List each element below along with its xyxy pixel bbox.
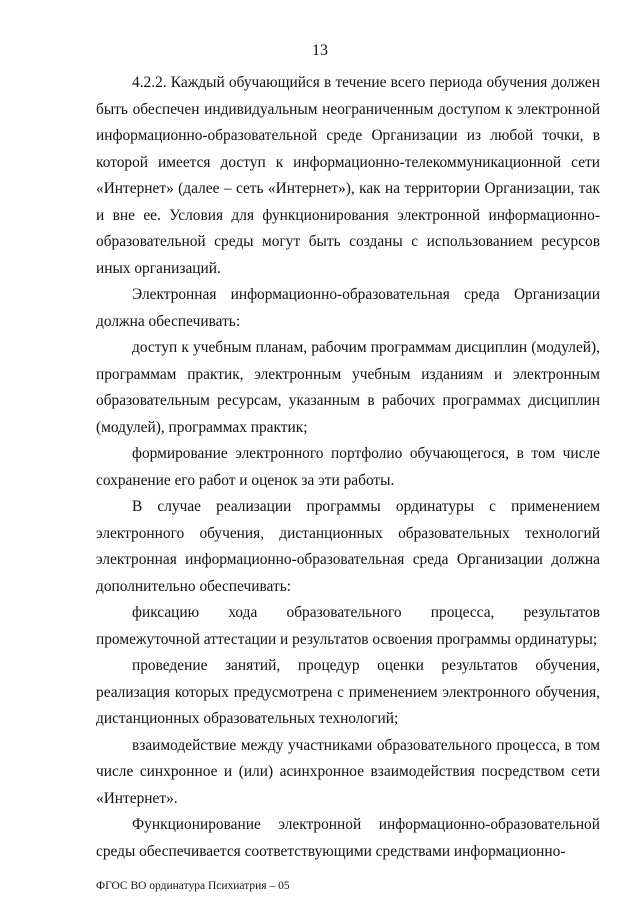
paragraph-interaction: взаимодействие между участниками образовательного процесса, в том числе синхронное и (или) асинхронное взаимодействия посредством сети «Интернет». <box>96 736 600 807</box>
paragraph-conducting-classes: проведение занятий, процедур оценки результатов обучения, реализация которых предусмотрена с применением электронного обучения, дистанционных образовательных технологий; <box>96 657 600 727</box>
body-text <box>96 70 600 865</box>
paragraph-portfolio: формирование электронного портфолио обучающегося, в том числе сохранение его работ и оценок за эти работы. <box>96 445 600 489</box>
paragraph-distance-learning: В случае реализации программы ординатуры с применением электронного обучения, дистанционных образовательных технологий электронная информационно-образовательная среда Организации должна дополнительно обеспечивать: <box>96 498 600 595</box>
paragraph-functioning: Функционирование электронной информационно-образовательной среды обеспечивается соответствующими средствами информационно- <box>96 816 600 860</box>
paragraph-4-2-2: 4.2.2. Каждый обучающийся в течение всего периода обучения должен быть обеспечен индивидуальным неограниченным доступом к электронной информационно-образовательной среде Организации из любой точки, в которой имеется доступ к информационно-телекоммуникационной сети «Интернет» (далее – сеть «Интернет»), как на территории Организации, так и вне ее. Условия для функционирования электронной информационно-образовательной среды могут быть созданы с использованием ресурсов иных организаций. <box>96 74 600 277</box>
paragraph-recording-process: фиксацию хода образовательного процесса, результатов промежуточной аттестации и результатов освоения программы ординатуры; <box>96 604 600 648</box>
paragraph-access-curricula: доступ к учебным планам, рабочим программам дисциплин (модулей), программам практик, электронным учебным изданиям и электронным образовательным ресурсам, указанным в рабочих программах дисциплин (модулей), программах практик; <box>96 339 600 436</box>
page-number: 13 <box>312 42 328 59</box>
document-footer: ФГОС ВО ординатура Психиатрия – 05 <box>96 880 290 892</box>
paragraph-eios-requirements: Электронная информационно-образовательная среда Организации должна обеспечивать: <box>96 286 600 330</box>
